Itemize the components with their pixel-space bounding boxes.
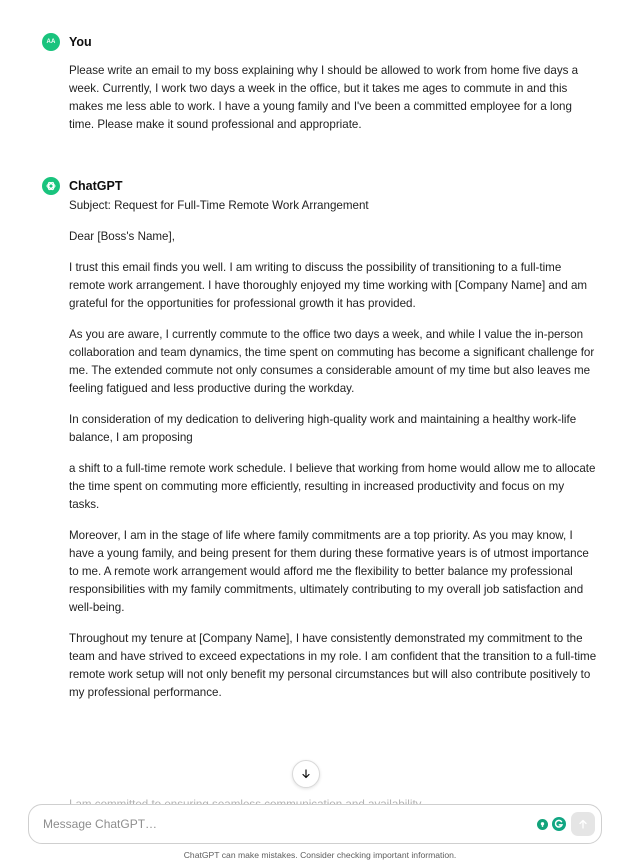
email-paragraph: I trust this email finds you well. I am writing to discuss the possibility of transitioning to a full-time remote work arrangement. I have thoroughly enjoyed my time working with [Company Name] and am grateful for the opportunities for professional growth it has provided. <box>69 261 588 310</box>
assistant-message-header <box>42 176 602 196</box>
email-paragraph: Throughout my tenure at [Company Name], I have consistently demonstrated my commitment to the team and have strived to exceed expectations in my role. I am confident that the transition to a full-time remote work setup will not only benefit my personal circumstances but will also contribute positively to my professional performance. <box>69 632 597 699</box>
user-message <box>42 32 602 134</box>
user-message-body <box>69 62 597 134</box>
email-paragraph: Moreover, I am in the stage of life where family commitments are a top priority. As you may know, I have a young family, and being present for them during these formative years is of utmost importance to me. A remote work arrangement would afford me the flexibility to better balance my professional responsibilities with my family commitments, ultimately contributing to my overall job satisfaction and well-being. <box>69 529 589 614</box>
email-paragraph: As you are aware, I currently commute to the office two days a week, and while I value the in-person collaboration and team dynamics, the time spent on commuting has become a significant challenge for me. The extended commute not only consumes a considerable amount of my time but also leaves me feeling fatigued and less productive during the workday. <box>69 328 595 395</box>
user-message-text: Please write an email to my boss explaining why I should be allowed to work from home five days a week. Currently, I work two days a week in the office, but it takes me ages to commute in and this makes me less able to work. I have a young family and I've been a committed employee for a long time. Please make it sound professional and appropriate. <box>69 64 579 131</box>
message-input[interactable] <box>41 816 525 832</box>
email-paragraph: a shift to a full-time remote work schedule. I believe that working from home would allow me to allocate the time spent on commuting more efficiently, resulting in increased productivity and focus on my tasks. <box>69 462 596 511</box>
user-avatar: AA <box>42 33 60 51</box>
email-paragraph: In consideration of my dedication to delivering high-quality work and maintaining a healthy work-life balance, I am proposing <box>69 413 577 444</box>
arrow-down-icon <box>300 768 312 780</box>
email-greeting: Dear [Boss's Name], <box>69 230 175 243</box>
extension-icons <box>537 817 566 831</box>
email-subject-line: Subject: Request for Full-Time Remote Work Arrangement <box>69 199 369 212</box>
scroll-to-bottom-button[interactable] <box>292 760 320 788</box>
lightbulb-icon[interactable] <box>537 819 548 830</box>
grammarly-icon[interactable] <box>552 817 566 831</box>
user-author-label: You <box>69 35 92 49</box>
message-composer <box>28 804 602 844</box>
assistant-author-label: ChatGPT <box>69 179 123 193</box>
send-button[interactable] <box>571 812 595 836</box>
openai-logo-icon <box>42 177 60 195</box>
assistant-message <box>42 176 602 702</box>
user-message-header <box>42 32 602 52</box>
disclaimer-text: ChatGPT can make mistakes. Consider checking important information. <box>183 850 457 860</box>
arrow-up-icon <box>577 818 589 830</box>
assistant-message-body <box>69 197 597 702</box>
